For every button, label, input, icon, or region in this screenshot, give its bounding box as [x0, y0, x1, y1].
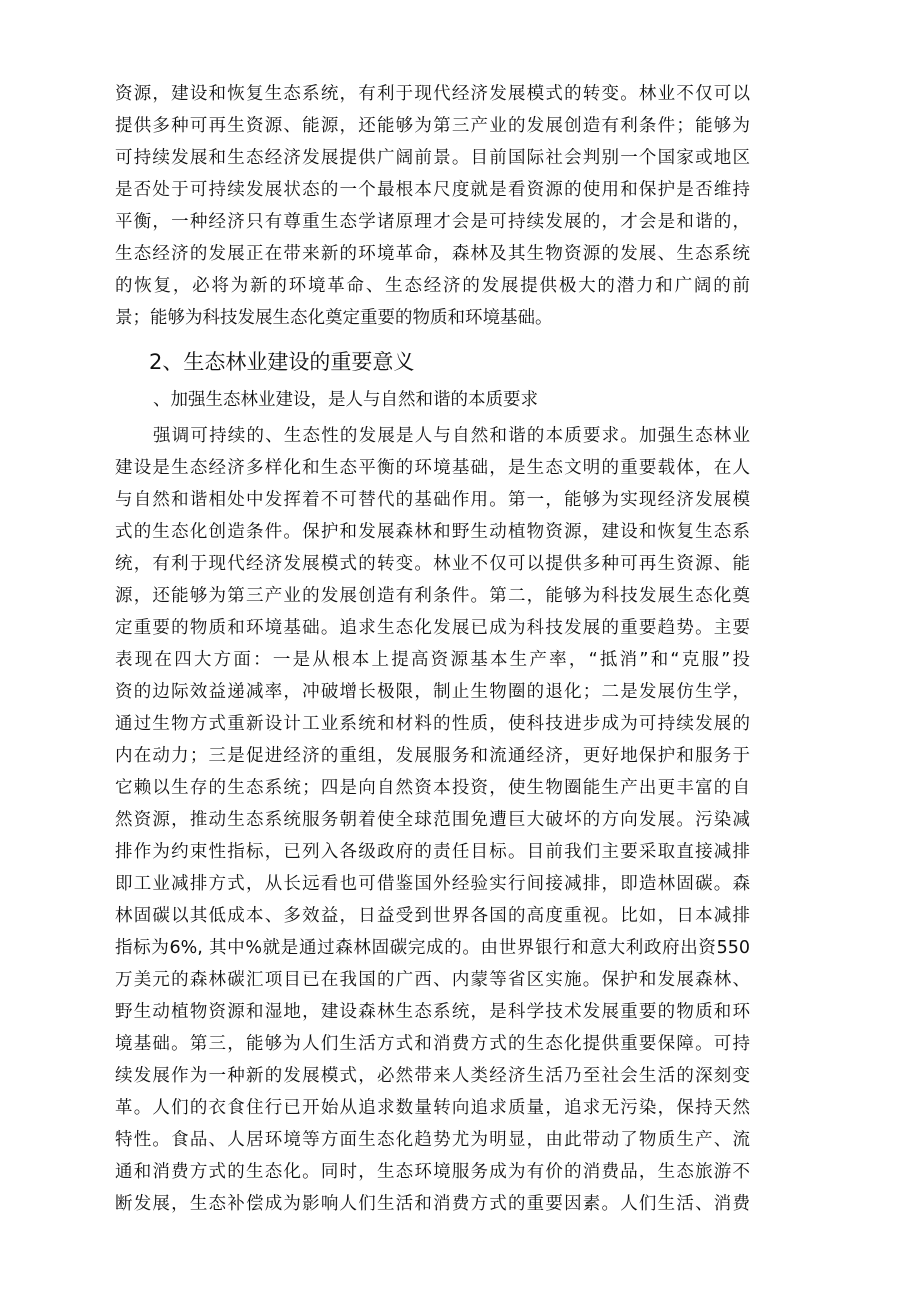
text-line: 与自然和谐相处中发挥着不可替代的基础作用。第一，能够为实现经济发展模: [115, 490, 750, 510]
text-line: 定重要的物质和环境基础。追求生态化发展已成为科技发展的重要趋势。主要: [115, 618, 750, 638]
text-line: 即工业减排方式，从长远看也可借鉴国外经验实行间接减排，即造林固碳。森: [115, 874, 750, 894]
text-line: 资源，建设和恢复生态系统，有利于现代经济发展模式的转变。林业不仅可以: [115, 84, 750, 104]
text-line: 景；能够为科技发展生态化奠定重要的物质和环境基础。: [115, 308, 553, 328]
text-line: 可持续发展和生态经济发展提供广阔前景。目前国际社会判别一个国家或地区: [115, 148, 750, 168]
text-line: 提供多种可再生资源、能源，还能够为第三产业的发展创造有利条件；能够为: [115, 116, 750, 136]
text-line: 表现在四大方面：一是从根本上提高资源基本生产率，“抵消”和“克服”投: [115, 650, 750, 670]
text-line: 指标为6%, 其中%就是通过森林固碳完成的。由世界银行和意大利政府出资550: [115, 938, 750, 958]
text-line: 通过生物方式重新设计工业系统和材料的性质，使科技进步成为可持续发展的: [115, 714, 750, 734]
text-line: 林固碳以其低成本、多效益，日益受到世界各国的高度重视。比如，日本减排: [115, 906, 750, 926]
text-line: 内在动力；三是促进经济的重组，发展服务和流通经济，更好地保护和服务于: [115, 746, 750, 766]
text-line: 式的生态化创造条件。保护和发展森林和野生动植物资源，建设和恢复生态系: [115, 522, 750, 542]
text-line: 平衡，一种经济只有尊重生态学诸原理才会是可持续发展的，才会是和谐的，: [115, 212, 750, 232]
text-line: 断发展，生态补偿成为影响人们生活和消费方式的重要因素。人们生活、消费: [115, 1194, 750, 1214]
text-line: 境基础。第三，能够为人们生活方式和消费方式的生态化提供重要保障。可持: [115, 1034, 750, 1054]
section-heading: 2、生态林业建设的重要意义: [149, 350, 415, 374]
text-line: 万美元的森林碳汇项目已在我国的广西、内蒙等省区实施。保护和发展森林、: [115, 970, 750, 990]
text-line: 通和消费方式的生态化。同时，生态环境服务成为有价的消费品，生态旅游不: [115, 1162, 750, 1182]
text-line: 野生动植物资源和湿地，建设森林生态系统，是科学技术发展重要的物质和环: [115, 1002, 750, 1022]
text-line: 它赖以生存的生态系统；四是向自然资本投资，使生物圈能生产出更丰富的自: [115, 778, 750, 798]
text-line: 生态经济的发展正在带来新的环境革命，森林及其生物资源的发展、生态系统: [115, 244, 750, 264]
text-line: 建设是生态经济多样化和生态平衡的环境基础，是生态文明的重要载体，在人: [115, 458, 750, 478]
text-line: 统，有利于现代经济发展模式的转变。林业不仅可以提供多种可再生资源、能: [115, 554, 750, 574]
text-line: 资的边际效益递减率，冲破增长极限，制止生物圈的退化；二是发展仿生学，: [115, 682, 750, 702]
text-line: 续发展作为一种新的发展模式，必然带来人类经济生活乃至社会生活的深刻变: [115, 1066, 750, 1086]
text-line: 然资源，推动生态系统服务朝着使全球范围免遭巨大破坏的方向发展。污染减: [115, 810, 750, 830]
text-line: 革。人们的衣食住行已开始从追求数量转向追求质量，追求无污染，保持天然: [115, 1098, 750, 1118]
text-line: 特性。食品、人居环境等方面生态化趋势尤为明显，由此带动了物质生产、流: [115, 1130, 750, 1150]
text-line: 强调可持续的、生态性的发展是人与自然和谐的本质要求。加强生态林业: [153, 426, 750, 446]
text-line: 源，还能够为第三产业的发展创造有利条件。第二，能够为科技发展生态化奠: [115, 586, 750, 606]
text-line: 的恢复，必将为新的环境革命、生态经济的发展提供极大的潜力和广阔的前: [115, 276, 750, 296]
text-line: 是否处于可持续发展状态的一个最根本尺度就是看资源的使用和保护是否维持: [115, 180, 750, 200]
text-line: 排作为约束性指标，已列入各级政府的责任目标。目前我们主要采取直接减排: [115, 842, 750, 862]
subsection-heading: 、加强生态林业建设，是人与自然和谐的本质要求: [153, 390, 538, 410]
